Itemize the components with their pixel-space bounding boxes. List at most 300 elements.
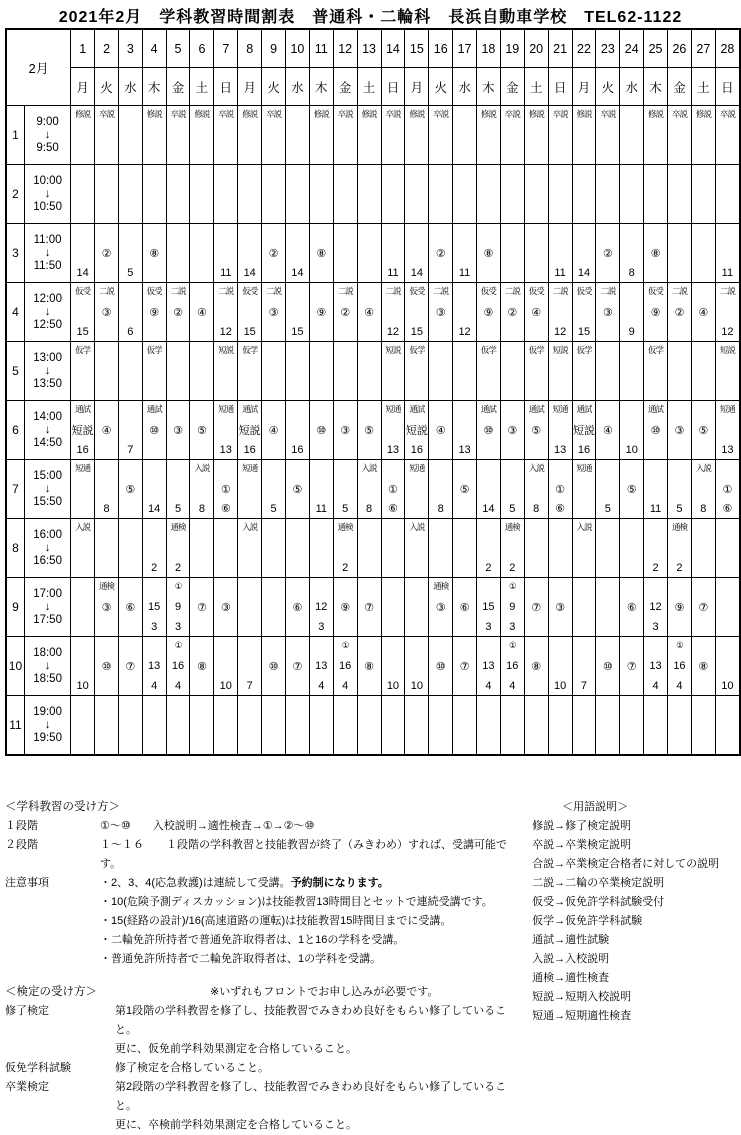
time-arrow: ↓ xyxy=(44,305,51,318)
cell-top-label: 二説 xyxy=(504,286,520,296)
cell-content xyxy=(453,402,476,458)
cell-content xyxy=(716,284,739,340)
kentei-item-lines xyxy=(115,1078,524,1135)
timetable-cell xyxy=(668,637,692,696)
timetable-cell xyxy=(405,578,429,637)
cell-middle-value: ⑤ xyxy=(698,424,709,437)
date-cell: 28 xyxy=(715,29,740,68)
date-cell: 21 xyxy=(548,29,572,68)
timetable-cell xyxy=(596,519,620,578)
cell-content xyxy=(573,461,596,517)
timetable-cell xyxy=(453,519,477,578)
timetable-cell xyxy=(524,637,548,696)
timetable-cell xyxy=(357,401,381,460)
date-cell: 8 xyxy=(238,29,262,68)
timetable-cell xyxy=(715,696,740,756)
date-cell: 24 xyxy=(620,29,644,68)
timetable-cell xyxy=(715,283,740,342)
note-bullet xyxy=(100,893,524,912)
timetable-cell xyxy=(476,342,500,401)
cell-top-label: 入説 xyxy=(194,463,210,473)
timetable-cell xyxy=(429,224,453,283)
timetable-cell xyxy=(548,342,572,401)
bullet-text: ・普通免許所持者で二輪免許取得者は、1の学科を受講。 xyxy=(100,953,382,965)
date-cell: 27 xyxy=(691,29,715,68)
cell-top-label: 仮学 xyxy=(146,345,162,355)
timetable-cell xyxy=(381,106,405,165)
cell-top-label: 二説 xyxy=(600,286,616,296)
timetable-cell xyxy=(596,106,620,165)
timetable-cell xyxy=(333,460,357,519)
cell-content xyxy=(429,107,452,163)
cell-top-label: 卒説 xyxy=(552,109,568,119)
cell-middle-value: ⑤ xyxy=(125,483,136,496)
cell-top-label: 短通 xyxy=(242,463,258,473)
cell-bottom-value: 15 xyxy=(291,326,304,338)
kentei-item-label: 卒業検定 xyxy=(5,1081,49,1093)
time-start: 10:00 xyxy=(33,174,62,187)
cell-middle-value: ④ xyxy=(435,424,446,437)
cell-top-label: 入説 xyxy=(242,522,258,532)
date-cell: 3 xyxy=(119,29,143,68)
cell-content xyxy=(573,225,596,281)
timetable-cell xyxy=(381,283,405,342)
cell-top-label: 仮学 xyxy=(242,345,258,355)
timetable-cell xyxy=(357,578,381,637)
cell-content xyxy=(620,225,643,281)
cell-top-label: 卒説 xyxy=(671,109,687,119)
cell-top-label: 二説 xyxy=(552,286,568,296)
cell-middle-value: 9 xyxy=(509,601,516,613)
cell-bottom-value: 8 xyxy=(628,267,635,279)
cell-middle-value: 短説 xyxy=(572,425,595,437)
cell-content xyxy=(214,402,237,458)
timetable-cell xyxy=(71,342,95,401)
cell-bottom-value: 14 xyxy=(148,503,161,515)
cell-middle-value: ③ xyxy=(555,601,566,614)
timetable-cell xyxy=(476,224,500,283)
timetable-cell xyxy=(95,460,119,519)
timetable-cell xyxy=(453,401,477,460)
cell-middle-value: ① xyxy=(220,483,231,496)
cell-top-label: 修説 xyxy=(146,109,162,119)
cell-middle-value: ⑦ xyxy=(626,660,637,673)
cell-middle-value: ② xyxy=(340,306,351,319)
timetable-cell xyxy=(691,519,715,578)
timetable-cell xyxy=(119,578,143,637)
timetable-cell xyxy=(596,460,620,519)
cell-middle-value: 13 xyxy=(148,660,161,672)
time-end: 16:50 xyxy=(33,554,62,567)
timetable-cell xyxy=(548,578,572,637)
timetable-cell xyxy=(548,106,572,165)
cell-middle-value: ⑧ xyxy=(196,660,207,673)
cell-middle-value: ⑧ xyxy=(531,660,542,673)
timetable-cell xyxy=(668,283,692,342)
time-start: 12:00 xyxy=(33,292,62,305)
cell-content xyxy=(668,579,691,635)
time-start: 11:00 xyxy=(33,233,62,246)
timetable-cell xyxy=(691,342,715,401)
cell-middle-value: ⑤ xyxy=(292,483,303,496)
cell-content xyxy=(620,284,643,340)
day-cell: 日 xyxy=(214,68,238,106)
cell-top-label: ① xyxy=(341,640,349,650)
cell-content xyxy=(214,284,237,340)
period-row xyxy=(6,401,740,460)
cell-bottom-value: ⑥ xyxy=(388,503,398,515)
timetable-cell xyxy=(309,519,333,578)
cell-content xyxy=(190,284,213,340)
timetable-cell xyxy=(166,578,190,637)
cell-bottom-value: 2 xyxy=(652,562,659,574)
cell-top-label: 卒説 xyxy=(170,109,186,119)
timetable-cell xyxy=(500,696,524,756)
day-cell: 火 xyxy=(95,68,119,106)
cell-top-label: 入説 xyxy=(576,522,592,532)
cell-top-label: 卒説 xyxy=(504,109,520,119)
timetable-cell xyxy=(691,637,715,696)
cell-bottom-value: 10 xyxy=(219,680,232,692)
notes-label: 注意事項 xyxy=(5,877,49,889)
timetable-cell xyxy=(262,401,286,460)
cell-content xyxy=(501,402,524,458)
cell-middle-value: ④ xyxy=(698,306,709,319)
timetable-cell xyxy=(333,696,357,756)
timetable-cell xyxy=(71,460,95,519)
timetable-cell xyxy=(596,283,620,342)
kentei-item xyxy=(5,1059,524,1078)
cell-content xyxy=(573,107,596,163)
timetable-cell xyxy=(142,165,166,224)
cell-middle-value: ⑧ xyxy=(316,247,327,260)
cell-content xyxy=(382,402,405,458)
cell-middle-value: ③ xyxy=(602,306,613,319)
cell-content xyxy=(477,107,500,163)
cell-content xyxy=(262,107,285,163)
cell-top-label: 入説 xyxy=(695,463,711,473)
cell-content xyxy=(214,225,237,281)
cell-top-label: 仮受 xyxy=(409,286,425,296)
timetable-cell xyxy=(262,342,286,401)
timetable-cell xyxy=(644,637,668,696)
cell-content xyxy=(358,107,381,163)
timetable-cell xyxy=(142,519,166,578)
cell-content xyxy=(334,461,357,517)
cell-content xyxy=(143,579,166,635)
timetable-cell xyxy=(238,460,262,519)
cell-top-label: 修説 xyxy=(75,109,91,119)
cell-content xyxy=(71,402,94,458)
time-arrow: ↓ xyxy=(44,364,51,377)
cell-top-label: 二説 xyxy=(385,286,401,296)
timetable-cell xyxy=(238,401,262,460)
cell-middle-value: ② xyxy=(173,306,183,319)
cell-bottom-value: 13 xyxy=(219,444,232,456)
timetable-cell xyxy=(429,401,453,460)
day-cell: 水 xyxy=(620,68,644,106)
timetable-cell xyxy=(357,696,381,756)
timetable-cell xyxy=(238,283,262,342)
cell-content xyxy=(644,225,667,281)
cell-content xyxy=(549,461,572,517)
timetable-cell xyxy=(715,165,740,224)
cell-bottom-value: 15 xyxy=(76,326,89,338)
cell-bottom-value: 10 xyxy=(553,680,567,692)
timetable-cell xyxy=(644,519,668,578)
cell-middle-value: ⑨ xyxy=(483,306,494,319)
timetable-cell xyxy=(476,165,500,224)
cell-middle-value: ④ xyxy=(531,306,542,319)
timetable-cell xyxy=(71,401,95,460)
timetable-cell xyxy=(620,342,644,401)
cell-bottom-value: 3 xyxy=(174,621,182,633)
timetable-cell xyxy=(572,401,596,460)
timetable-cell xyxy=(405,401,429,460)
timetable-cell xyxy=(357,106,381,165)
note-bullet xyxy=(100,874,524,893)
timetable-cell xyxy=(524,519,548,578)
time-start: 17:00 xyxy=(33,587,62,600)
cell-top-label: 短通 xyxy=(75,463,91,473)
timetable-cell xyxy=(214,401,238,460)
period-time xyxy=(24,696,70,756)
cell-content xyxy=(167,402,190,458)
cell-content xyxy=(405,402,428,458)
cell-top-label: 仮受 xyxy=(528,286,544,296)
cell-content xyxy=(358,284,381,340)
timetable-cell xyxy=(309,283,333,342)
cell-content xyxy=(453,579,476,635)
timetable-cell xyxy=(71,283,95,342)
cell-content xyxy=(501,520,524,576)
timetable-cell xyxy=(357,224,381,283)
timetable-cell xyxy=(524,578,548,637)
glossary-item: 合説→卒業検定合格者に対しての説明 xyxy=(532,858,720,870)
date-cell: 5 xyxy=(166,29,190,68)
cell-content xyxy=(71,638,94,694)
notes-row xyxy=(5,874,524,969)
cell-middle-value: ② xyxy=(674,306,685,319)
period-row xyxy=(6,578,740,637)
timetable-cell xyxy=(429,637,453,696)
timetable-cell xyxy=(668,165,692,224)
glossary-heading: ＜用語説明＞ xyxy=(562,801,629,813)
cell-bottom-value: 8 xyxy=(700,503,707,515)
timetable-cell xyxy=(644,224,668,283)
cell-top-label: 仮学 xyxy=(576,345,592,355)
timetable-cell xyxy=(357,283,381,342)
timetable-cell xyxy=(333,401,357,460)
timetable-cell xyxy=(524,460,548,519)
cell-content xyxy=(382,284,405,340)
cell-top-label: 修説 xyxy=(242,109,258,119)
kentei-item-line: 更に、仮免前学科効果測定を合格していること。 xyxy=(115,1043,357,1055)
timetable-cell xyxy=(309,165,333,224)
cell-middle-value: 13 xyxy=(315,660,328,672)
cell-top-label: 二説 xyxy=(719,286,735,296)
cell-content xyxy=(143,402,166,458)
period-time xyxy=(24,224,70,283)
date-cell: 12 xyxy=(333,29,357,68)
cell-middle-value: 13 xyxy=(649,660,662,672)
timetable-cell xyxy=(214,342,238,401)
timetable-cell xyxy=(262,283,286,342)
cell-content xyxy=(453,638,476,694)
timetable-cell xyxy=(405,637,429,696)
timetable-cell xyxy=(620,224,644,283)
timetable-cell xyxy=(166,106,190,165)
cell-content xyxy=(358,461,381,517)
cell-content xyxy=(238,284,261,340)
time-end: 17:50 xyxy=(33,613,62,626)
timetable-cell xyxy=(166,460,190,519)
timetable-cell xyxy=(381,696,405,756)
day-cell: 水 xyxy=(453,68,477,106)
cell-top-label: 通検 xyxy=(504,522,520,532)
cell-content xyxy=(310,461,333,517)
cell-middle-value: 16 xyxy=(673,660,686,672)
notes-bullets xyxy=(100,874,524,969)
stage2-label: ２段階 xyxy=(5,839,38,851)
cell-middle-value: ⑥ xyxy=(626,601,637,614)
cell-content xyxy=(596,284,619,340)
timetable-cell xyxy=(429,696,453,756)
cell-content xyxy=(190,461,213,517)
timetable-cell xyxy=(286,578,310,637)
cell-content xyxy=(620,579,643,635)
timetable-cell xyxy=(119,342,143,401)
time-arrow: ↓ xyxy=(44,128,51,141)
timetable-cell xyxy=(190,224,214,283)
day-cell: 木 xyxy=(309,68,333,106)
timetable-cell xyxy=(668,401,692,460)
cell-content xyxy=(310,402,333,458)
cell-top-label: 二説 xyxy=(433,286,449,296)
kentei-item-line: 更に、卒検前学科効果測定を合格していること。 xyxy=(115,1119,357,1131)
note-bullet xyxy=(100,931,524,950)
cell-middle-value: ① xyxy=(555,483,566,496)
period-row xyxy=(6,283,740,342)
cell-bottom-value: 11 xyxy=(387,267,399,279)
timetable-cell xyxy=(476,106,500,165)
cell-bottom-value: 8 xyxy=(437,503,444,515)
timetable-cell xyxy=(357,342,381,401)
timetable-cell xyxy=(429,578,453,637)
timetable-cell xyxy=(620,283,644,342)
cell-bottom-value: 5 xyxy=(509,503,516,515)
page-title: 2021年2月 学科教習時間割表 普通科・二輪科 長浜自動車学校 TEL62-1122 xyxy=(58,9,683,26)
date-cell: 4 xyxy=(142,29,166,68)
cell-middle-value: ② xyxy=(602,247,613,260)
cell-middle-value: ③ xyxy=(101,601,112,614)
timetable-cell xyxy=(644,165,668,224)
cell-bottom-value: 3 xyxy=(652,621,659,633)
timetable-cell xyxy=(166,696,190,756)
cell-content xyxy=(238,107,261,163)
cell-content xyxy=(692,402,715,458)
timetable-cell xyxy=(691,578,715,637)
timetable-cell xyxy=(476,578,500,637)
cell-content xyxy=(692,461,715,517)
timetable-wrapper xyxy=(5,28,741,756)
period-row xyxy=(6,342,740,401)
timetable-cell xyxy=(572,224,596,283)
period-time xyxy=(24,637,70,696)
cell-content xyxy=(95,284,118,340)
timetable-cell xyxy=(238,637,262,696)
timetable-cell xyxy=(166,401,190,460)
time-arrow: ↓ xyxy=(44,718,51,731)
time-arrow: ↓ xyxy=(44,187,51,200)
cell-middle-value: ⑩ xyxy=(650,424,661,437)
timetable-cell xyxy=(644,460,668,519)
cell-content xyxy=(477,461,500,517)
period-number: 10 xyxy=(6,637,24,696)
cell-content xyxy=(286,579,309,635)
timetable-cell xyxy=(286,519,310,578)
cell-top-label: 仮学 xyxy=(75,345,91,355)
cell-bottom-value: 11 xyxy=(649,503,662,515)
cell-middle-value: ⑤ xyxy=(364,424,374,437)
time-arrow: ↓ xyxy=(44,541,51,554)
kentei-heading: ＜検定の受け方＞ xyxy=(5,986,97,998)
cell-content xyxy=(190,638,213,694)
timetable-cell xyxy=(715,637,740,696)
cell-content xyxy=(262,402,285,458)
timetable-cell xyxy=(620,578,644,637)
timetable-cell xyxy=(381,578,405,637)
day-cell: 月 xyxy=(238,68,262,106)
cell-content xyxy=(573,402,596,458)
cell-content xyxy=(573,638,596,694)
cell-top-label: 仮受 xyxy=(146,286,162,296)
cell-content xyxy=(286,638,309,694)
period-time xyxy=(24,578,70,637)
date-cell: 22 xyxy=(572,29,596,68)
cell-middle-value: ⑩ xyxy=(316,424,327,437)
timetable-cell xyxy=(596,401,620,460)
timetable-cell xyxy=(71,578,95,637)
period-time xyxy=(24,342,70,401)
cell-content xyxy=(358,402,381,458)
timetable-cell xyxy=(309,106,333,165)
cell-content xyxy=(167,284,190,340)
timetable-cell xyxy=(500,165,524,224)
timetable-cell xyxy=(142,224,166,283)
cell-content xyxy=(119,284,142,340)
cell-bottom-value: 3 xyxy=(151,621,158,633)
timetable-cell xyxy=(95,519,119,578)
cell-top-label: 修説 xyxy=(480,109,496,119)
cell-content xyxy=(525,638,548,694)
bullet-text: ・10(危険予測ディスカッション)は技能教習13時間目とセットで連続受講です。 xyxy=(100,896,493,908)
bullet-text: ・二輪免許所持者で普通免許取得者は、1と16の学科を受講。 xyxy=(100,934,405,946)
cell-bottom-value: 15 xyxy=(243,326,256,338)
cell-content xyxy=(310,284,333,340)
cell-content xyxy=(71,107,94,163)
period-time xyxy=(24,106,70,165)
cell-content xyxy=(501,579,524,635)
cell-content xyxy=(358,638,381,694)
timetable-cell xyxy=(572,106,596,165)
cell-content xyxy=(644,579,667,635)
timetable-cell xyxy=(620,165,644,224)
time-arrow: ↓ xyxy=(44,482,51,495)
cell-top-label: 短通 xyxy=(409,463,425,473)
timetable-cell xyxy=(95,401,119,460)
timetable-cell xyxy=(286,106,310,165)
